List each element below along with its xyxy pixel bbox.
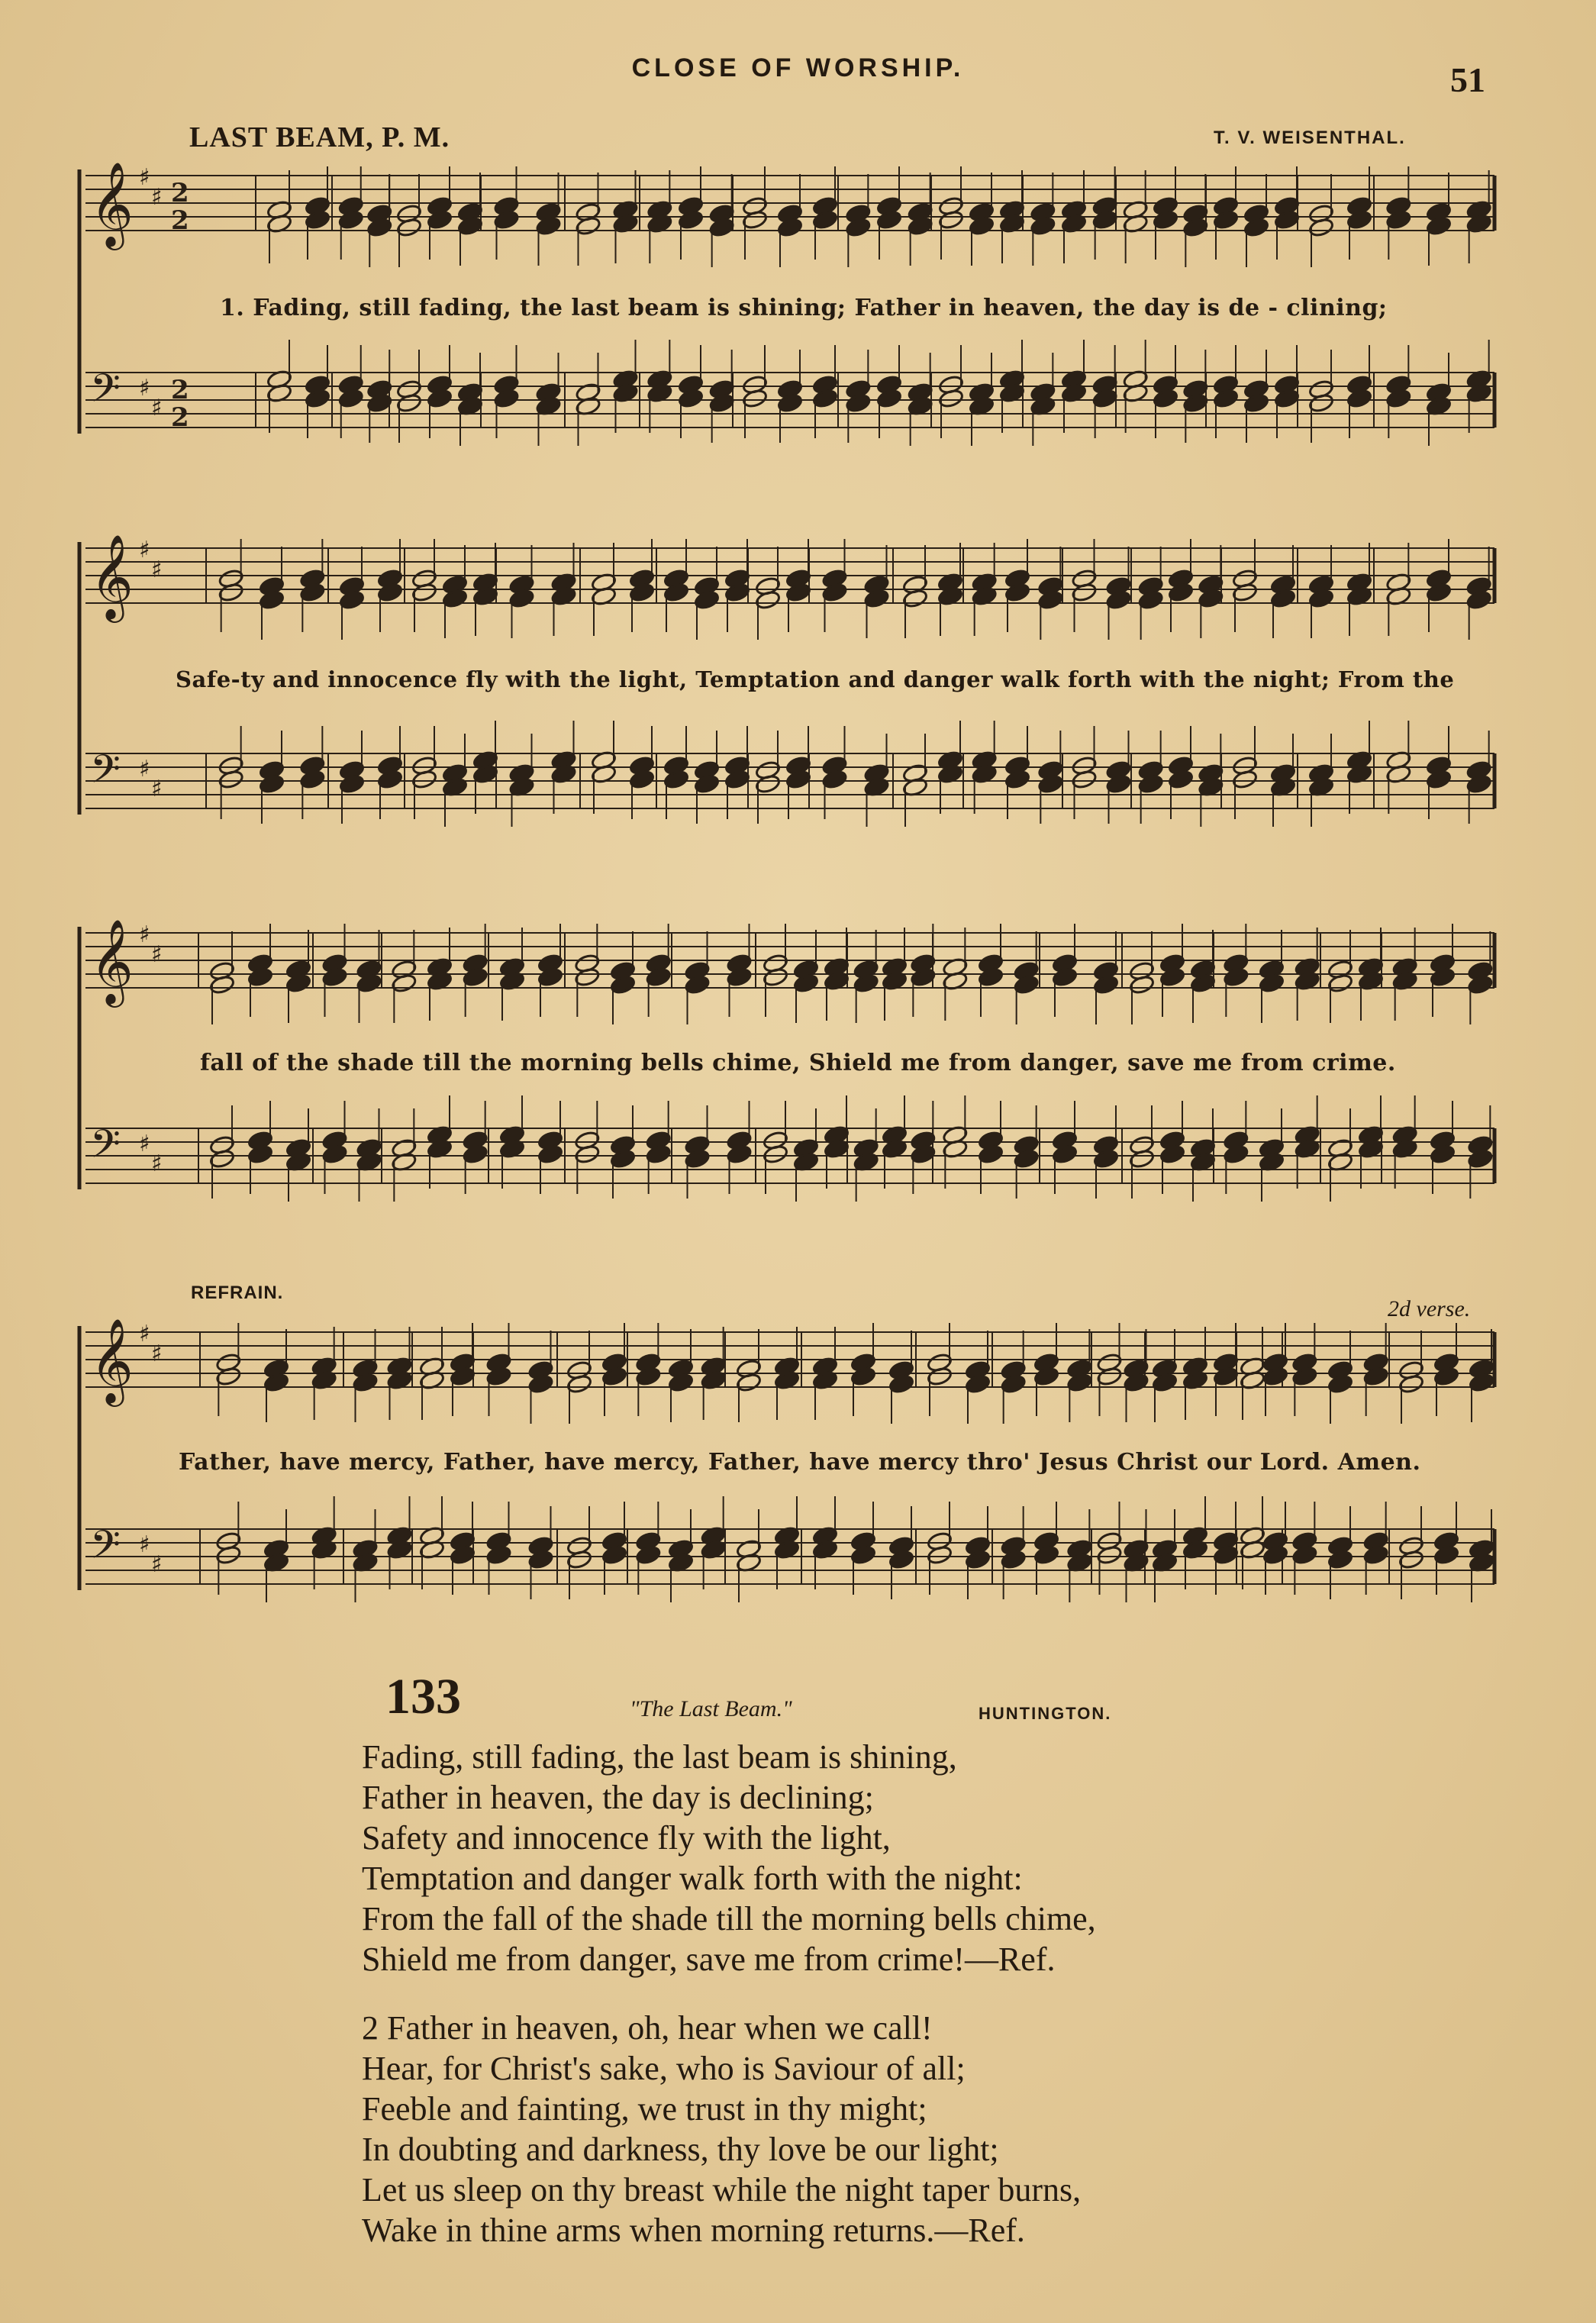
sharp-icon: ♯ [151, 184, 163, 211]
verse-line: Fading, still fading, the last beam is shining, [362, 1738, 957, 1776]
sharp-icon: ♯ [139, 921, 150, 948]
sharp-icon: ♯ [139, 537, 150, 563]
verse-line: Wake in thine arms when morning returns.—Ref. [362, 2212, 1025, 2249]
hymn-author: HUNTINGTON. [979, 1704, 1112, 1723]
sharp-icon: ♯ [151, 776, 163, 802]
verse-line: Temptation and danger walk forth with the night: [362, 1860, 1023, 1897]
sharp-icon: ♯ [151, 1551, 163, 1578]
sharp-icon: ♯ [151, 557, 163, 583]
time-signature-bottom: 2 [171, 402, 189, 433]
verse-1 [362, 1737, 1096, 1979]
treble-clef-icon: 𝄞 [90, 1318, 134, 1403]
sharp-icon: ♯ [151, 395, 163, 421]
verse-line: From the fall of the shade till the morning bells chime, [362, 1900, 1096, 1937]
sharp-icon: ♯ [139, 375, 150, 402]
verse-line: Hear, for Christ's sake, who is Saviour of all; [362, 2050, 966, 2087]
bass-clef-icon: 𝄢 [90, 1121, 121, 1176]
verse-2 [362, 2008, 1081, 2250]
treble-clef-icon: 𝄞 [90, 161, 134, 247]
verse-line: Safety and innocence fly with the light, [362, 1819, 891, 1857]
sharp-icon: ♯ [139, 164, 150, 191]
page-number: 51 [1450, 60, 1485, 99]
verse-line: 2 Father in heaven, oh, hear when we call! [362, 2009, 933, 2047]
tune-title: LAST BEAM, P. M. [189, 121, 450, 153]
verse-line: Feeble and fainting, we trust in thy might; [362, 2090, 927, 2128]
verse-line: Let us sleep on thy breast while the night taper burns, [362, 2171, 1082, 2208]
verse-line: Shield me from danger, save me from crime!—Ref. [362, 1941, 1056, 1978]
second-verse-note: 2d verse. [1388, 1296, 1471, 1321]
running-head: CLOSE OF WORSHIP. [631, 53, 965, 82]
time-signature-bottom: 2 [171, 205, 189, 236]
lyric-line-1: 1. Fading, still fading, the last beam is shining; Father in heaven, the day is de - clining; [220, 295, 1388, 321]
sharp-icon: ♯ [151, 1341, 163, 1367]
treble-clef-icon: 𝄞 [90, 918, 134, 1004]
bass-clef-icon: 𝄢 [90, 746, 121, 802]
sharp-icon: ♯ [139, 1131, 150, 1157]
bass-clef-icon: 𝄢 [90, 1521, 121, 1577]
time-signature-top: 2 [171, 178, 189, 208]
lyric-line-4: Father, have mercy, Father, have mercy, Father, have mercy thro' Jesus Christ our Lord. Amen. [179, 1449, 1421, 1476]
verse-line: Father in heaven, the day is declining; [362, 1779, 874, 1816]
composer-credit: T. V. WEISENTHAL. [1214, 127, 1406, 148]
sharp-icon: ♯ [139, 756, 150, 782]
sharp-icon: ♯ [139, 1531, 150, 1558]
bass-clef-icon: 𝄢 [90, 365, 121, 421]
hymn-number: 133 [385, 1669, 461, 1725]
sharp-icon: ♯ [139, 1321, 150, 1347]
hymn-title: "The Last Beam." [630, 1696, 792, 1721]
refrain-label: REFRAIN. [191, 1282, 284, 1303]
treble-clef-icon: 𝄞 [90, 534, 134, 619]
lyric-line-2: Safe-ty and innocence fly with the light, Temptation and danger walk forth with the night; From the [176, 666, 1455, 692]
time-signature-top: 2 [171, 375, 189, 405]
sharp-icon: ♯ [151, 1150, 163, 1177]
verse-line: In doubting and darkness, thy love be our light; [362, 2131, 999, 2168]
sharp-icon: ♯ [151, 941, 163, 968]
lyric-line-3: fall of the shade till the morning bells chime, Shield me from danger, save me from crime. [200, 1050, 1396, 1076]
